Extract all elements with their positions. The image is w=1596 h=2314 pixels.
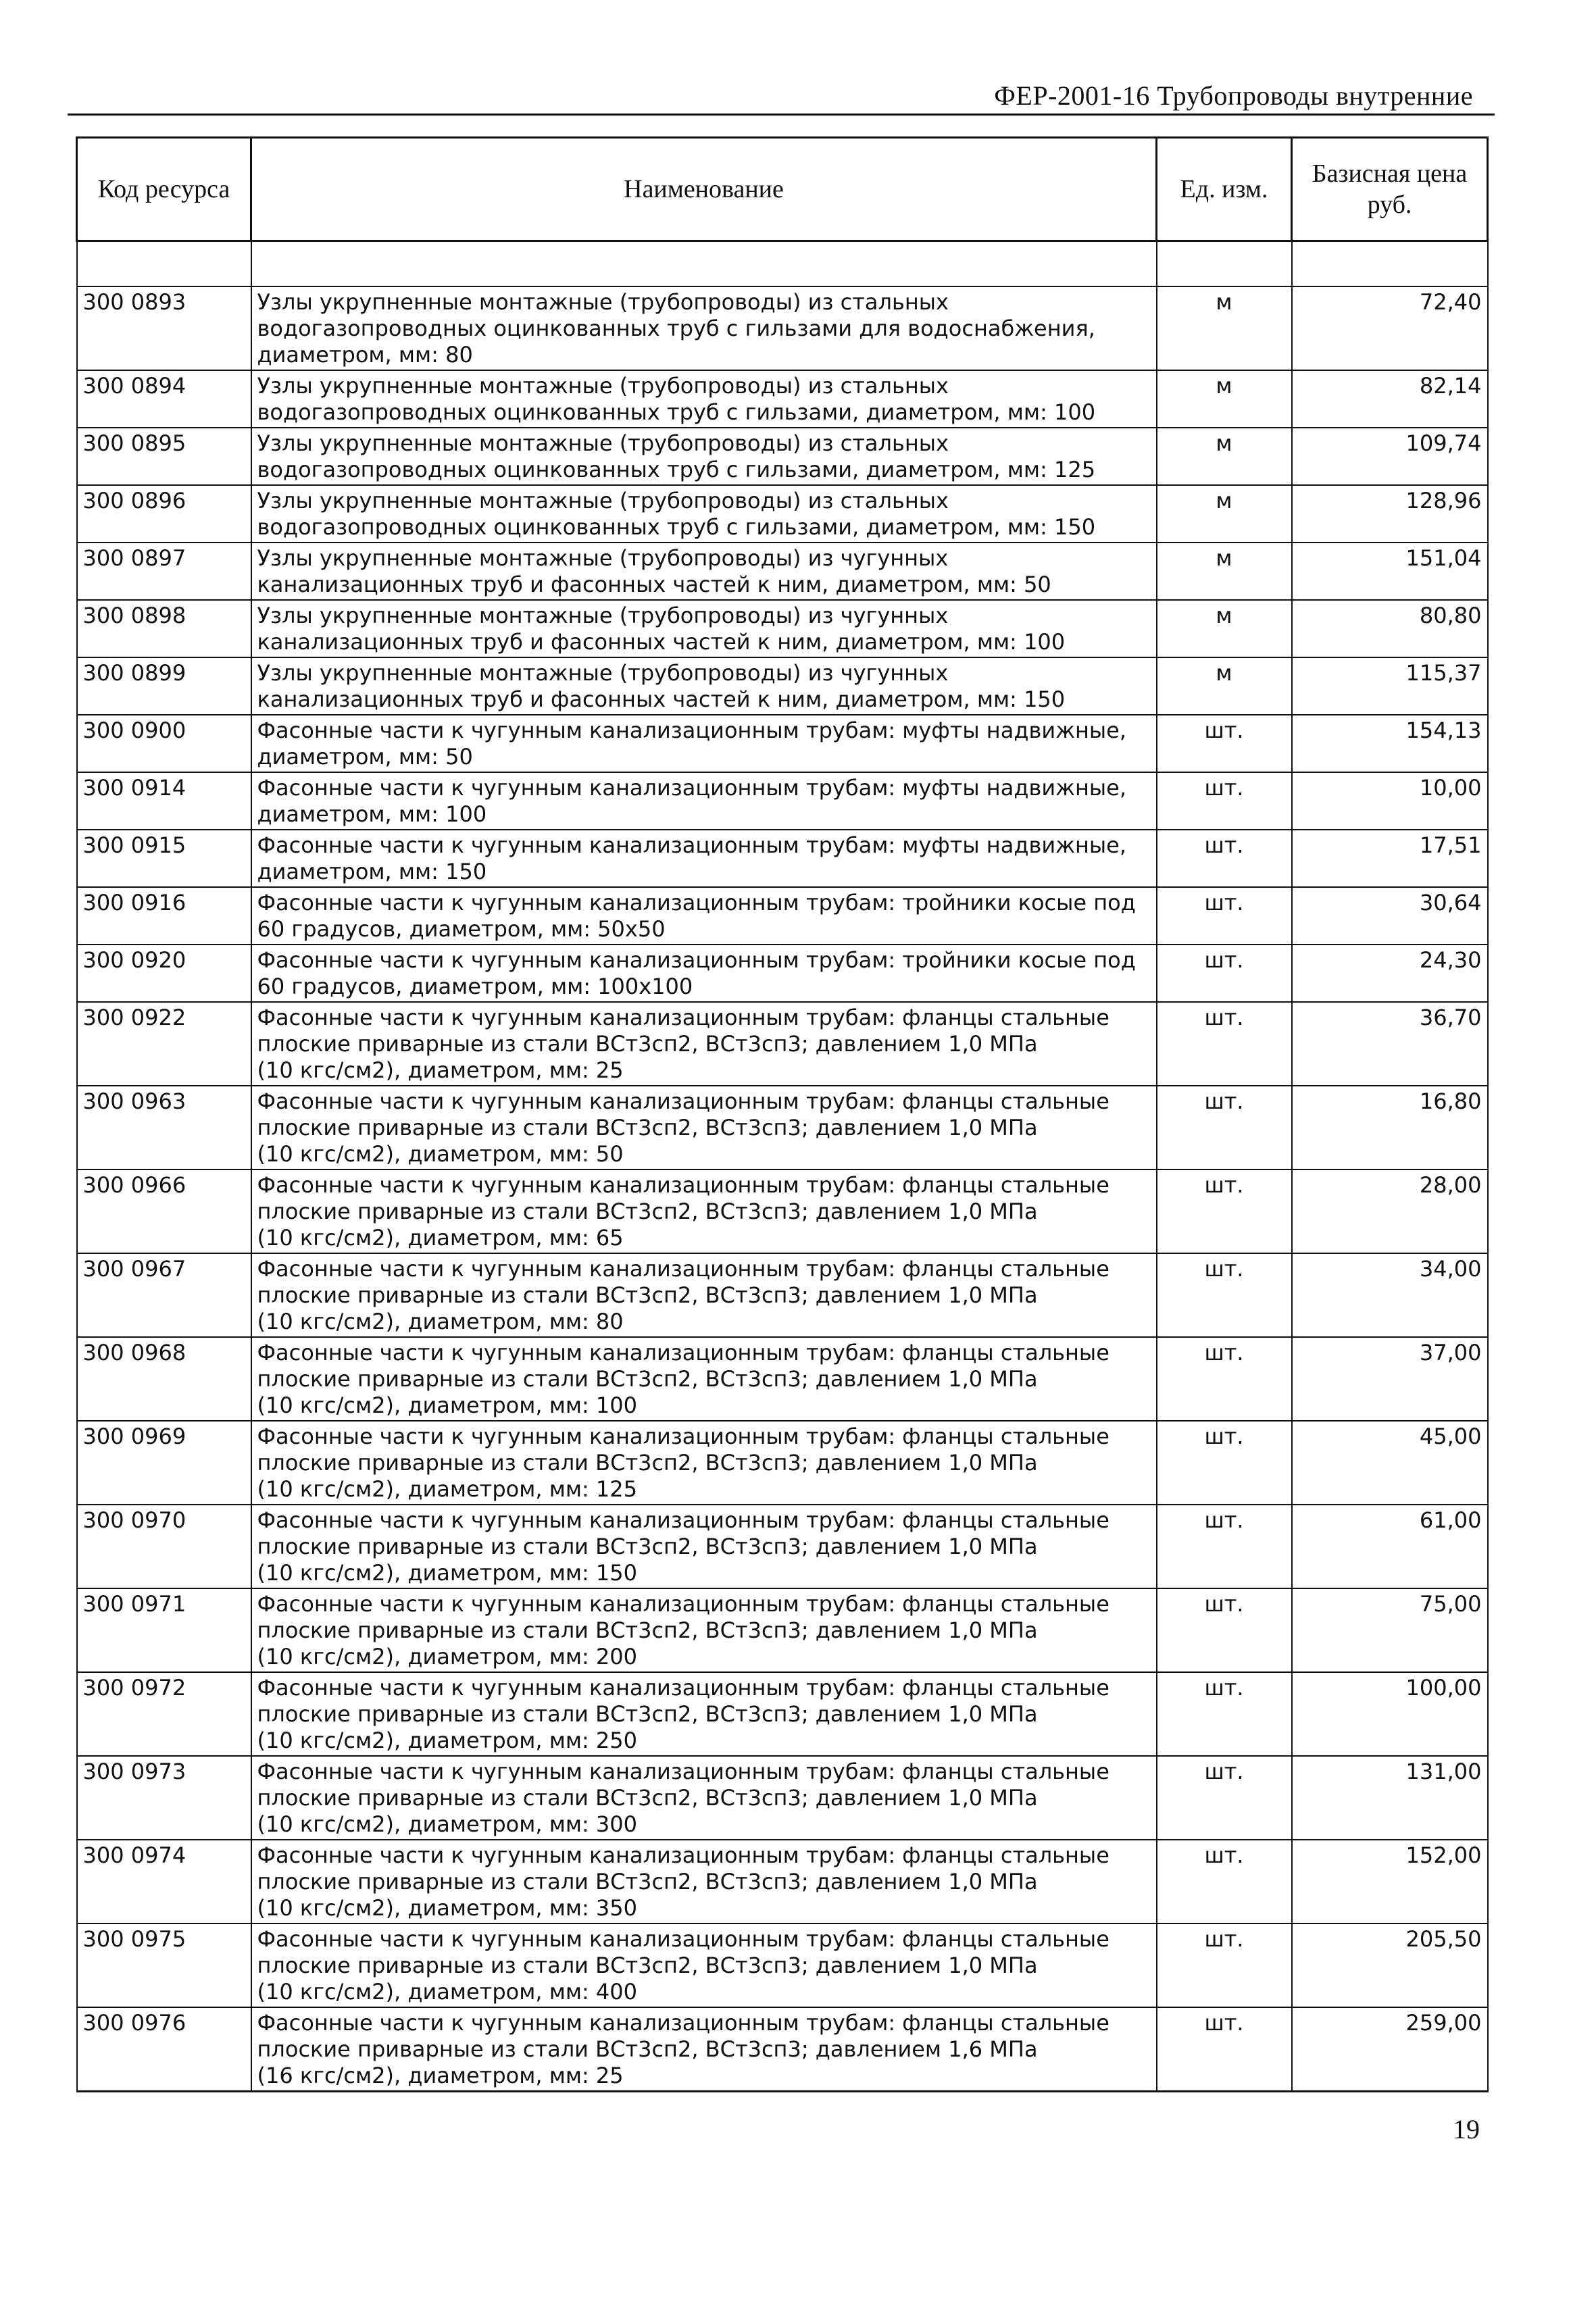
table-row (77, 1002, 1488, 1086)
column-header-price-line1: Базисная цена (1312, 159, 1468, 188)
resource-name-line: плоские приварные из стали ВСт3сп2, ВСт3сп3; давлением 1,0 МПа (257, 1953, 1038, 1978)
resource-name-cell (251, 657, 1157, 715)
resource-name-line: 60 градусов, диаметром, мм: 100x100 (257, 974, 693, 999)
unit-cell: шт. (1157, 1588, 1292, 1672)
resource-name-line: Фасонные части к чугунным канализационным трубам: фланцы стальные (257, 1675, 1109, 1701)
resource-name-line: Фасонные части к чугунным канализационным трубам: фланцы стальные (257, 1842, 1109, 1868)
base-price-cell: 80,80 (1292, 600, 1488, 657)
header-rule (68, 114, 1495, 116)
table-row (77, 428, 1488, 485)
base-price-cell: 82,14 (1292, 370, 1488, 428)
table-row (77, 830, 1488, 887)
resource-name-line: Фасонные части к чугунным канализационным трубам: муфты надвижные, (257, 775, 1126, 801)
resource-name-cell (251, 1002, 1157, 1086)
unit-cell: шт. (1157, 1421, 1292, 1505)
resource-code-cell: 300 0899 (77, 657, 251, 715)
unit-cell: шт. (1157, 772, 1292, 830)
resource-code-cell: 300 0971 (77, 1588, 251, 1672)
table-row (77, 1253, 1488, 1337)
resource-name-line: Фасонные части к чугунным канализационным трубам: фланцы стальные (257, 1926, 1109, 1952)
resource-name-cell (251, 1505, 1157, 1588)
unit-cell: шт. (1157, 945, 1292, 1002)
resource-name-cell (251, 1672, 1157, 1756)
resource-code-cell: 300 0963 (77, 1086, 251, 1169)
resource-name-line: 60 градусов, диаметром, мм: 50x50 (257, 916, 666, 942)
resource-code-cell: 300 0914 (77, 772, 251, 830)
resource-name-line: плоские приварные из стали ВСт3сп2, ВСт3сп3; давлением 1,0 МПа (257, 1617, 1038, 1643)
resource-name-line: (10 кгс/см2), диаметром, мм: 200 (257, 1644, 637, 1669)
column-header-code: Код ресурса (77, 138, 251, 241)
price-table (76, 136, 1489, 2092)
unit-cell: шт. (1157, 715, 1292, 772)
unit-cell: шт. (1157, 830, 1292, 887)
resource-code-cell: 300 0920 (77, 945, 251, 1002)
base-price-cell: 10,00 (1292, 772, 1488, 830)
resource-name-line: диаметром, мм: 80 (257, 342, 473, 368)
unit-cell: м (1157, 600, 1292, 657)
resource-name-cell (251, 1169, 1157, 1253)
resource-code-cell: 300 0896 (77, 485, 251, 543)
resource-code-cell: 300 0897 (77, 543, 251, 600)
column-header-unit: Ед. изм. (1157, 138, 1292, 241)
resource-name-line: Фасонные части к чугунным канализационным трубам: тройники косые под (257, 947, 1136, 973)
resource-name-line: водогазопроводных оцинкованных труб с гильзами, диаметром, мм: 100 (257, 399, 1096, 425)
base-price-cell: 154,13 (1292, 715, 1488, 772)
unit-cell: шт. (1157, 1672, 1292, 1756)
table-row (77, 772, 1488, 830)
resource-code-cell: 300 0966 (77, 1169, 251, 1253)
unit-cell: м (1157, 657, 1292, 715)
base-price-cell: 45,00 (1292, 1421, 1488, 1505)
resource-name-line: Узлы укрупненные монтажные (трубопроводы) из чугунных (257, 545, 949, 571)
table-row (77, 1505, 1488, 1588)
resource-code-cell: 300 0974 (77, 1840, 251, 1923)
resource-code-cell: 300 0968 (77, 1337, 251, 1421)
resource-name-line: (10 кгс/см2), диаметром, мм: 50 (257, 1141, 624, 1167)
table-row (77, 887, 1488, 945)
resource-name-line: (10 кгс/см2), диаметром, мм: 100 (257, 1392, 637, 1418)
base-price-cell: 128,96 (1292, 485, 1488, 543)
resource-name-line: диаметром, мм: 50 (257, 744, 473, 770)
resource-name-cell (251, 887, 1157, 945)
resource-code-cell: 300 0922 (77, 1002, 251, 1086)
resource-code-cell: 300 0973 (77, 1756, 251, 1840)
resource-name-line: Фасонные части к чугунным канализационным трубам: фланцы стальные (257, 1424, 1109, 1449)
resource-code-cell: 300 0898 (77, 600, 251, 657)
resource-name-cell (251, 1421, 1157, 1505)
base-price-cell: 115,37 (1292, 657, 1488, 715)
resource-name-cell (251, 1923, 1157, 2007)
base-price-cell: 16,80 (1292, 1086, 1488, 1169)
base-price-cell: 61,00 (1292, 1505, 1488, 1588)
table-row (77, 1840, 1488, 1923)
resource-name-line: плоские приварные из стали ВСт3сп2, ВСт3сп3; давлением 1,0 МПа (257, 1701, 1038, 1727)
resource-name-line: Узлы укрупненные монтажные (трубопроводы) из стальных (257, 289, 949, 315)
base-price-cell: 151,04 (1292, 543, 1488, 600)
table-row (77, 1756, 1488, 1840)
unit-cell: шт. (1157, 1002, 1292, 1086)
table-row (77, 2007, 1488, 2092)
table-row (77, 600, 1488, 657)
resource-code-cell: 300 0916 (77, 887, 251, 945)
unit-cell: шт. (1157, 1086, 1292, 1169)
column-header-name: Наименование (251, 138, 1157, 241)
resource-name-line: Фасонные части к чугунным канализационным трубам: муфты надвижные, (257, 718, 1126, 743)
resource-name-line: плоские приварные из стали ВСт3сп2, ВСт3сп3; давлением 1,0 МПа (257, 1115, 1038, 1140)
base-price-cell: 36,70 (1292, 1002, 1488, 1086)
resource-name-line: Фасонные части к чугунным канализационным трубам: фланцы стальные (257, 1088, 1109, 1114)
unit-cell: м (1157, 370, 1292, 428)
resource-name-line: (10 кгс/см2), диаметром, мм: 25 (257, 1057, 624, 1083)
table-row (77, 945, 1488, 1002)
table-row (77, 1086, 1488, 1169)
base-price-cell: 72,40 (1292, 286, 1488, 370)
unit-cell: шт. (1157, 1923, 1292, 2007)
table-row (77, 1588, 1488, 1672)
resource-name-line: (10 кгс/см2), диаметром, мм: 300 (257, 1811, 637, 1837)
resource-name-cell (251, 715, 1157, 772)
resource-name-line: плоские приварные из стали ВСт3сп2, ВСт3сп3; давлением 1,0 МПа (257, 1534, 1038, 1559)
resource-name-cell (251, 1756, 1157, 1840)
unit-cell: шт. (1157, 1253, 1292, 1337)
base-price-cell: 152,00 (1292, 1840, 1488, 1923)
resource-name-line: плоские приварные из стали ВСт3сп2, ВСт3сп3; давлением 1,0 МПа (257, 1869, 1038, 1894)
resource-name-line: плоские приварные из стали ВСт3сп2, ВСт3сп3; давлением 1,0 МПа (257, 1366, 1038, 1392)
unit-cell: шт. (1157, 1505, 1292, 1588)
resource-name-line: плоские приварные из стали ВСт3сп2, ВСт3сп3; давлением 1,0 МПа (257, 1785, 1038, 1811)
base-price-cell: 75,00 (1292, 1588, 1488, 1672)
resource-name-line: плоские приварные из стали ВСт3сп2, ВСт3сп3; давлением 1,0 МПа (257, 1199, 1038, 1224)
base-price-cell: 259,00 (1292, 2007, 1488, 2092)
table-row (77, 1672, 1488, 1756)
unit-cell: шт. (1157, 1169, 1292, 1253)
resource-name-line: диаметром, мм: 100 (257, 801, 487, 827)
unit-cell: шт. (1157, 887, 1292, 945)
resource-name-line: плоские приварные из стали ВСт3сп2, ВСт3сп3; давлением 1,0 МПа (257, 1450, 1038, 1476)
resource-code-cell: 300 0894 (77, 370, 251, 428)
resource-code-cell: 300 0976 (77, 2007, 251, 2092)
resource-name-line: канализационных труб и фасонных частей к ним, диаметром, мм: 50 (257, 572, 1051, 597)
unit-cell: м (1157, 428, 1292, 485)
base-price-cell: 17,51 (1292, 830, 1488, 887)
unit-cell: шт. (1157, 1840, 1292, 1923)
resource-name-line: диаметром, мм: 150 (257, 859, 487, 884)
resource-name-line: (10 кгс/см2), диаметром, мм: 65 (257, 1225, 624, 1251)
running-header: ФЕР-2001-16 Трубопроводы внутренние (994, 80, 1473, 111)
resource-name-line: водогазопроводных оцинкованных труб с гильзами для водоснабжения, (257, 316, 1095, 341)
resource-name-cell (251, 1253, 1157, 1337)
resource-name-line: Узлы укрупненные монтажные (трубопроводы) из чугунных (257, 603, 949, 628)
resource-name-cell (251, 370, 1157, 428)
resource-name-cell (251, 428, 1157, 485)
table-row (77, 1421, 1488, 1505)
table-body (77, 241, 1488, 2092)
resource-name-line: Узлы укрупненные монтажные (трубопроводы) из стальных (257, 373, 949, 399)
base-price-cell: 28,00 (1292, 1169, 1488, 1253)
resource-name-line: Узлы укрупненные монтажные (трубопроводы) из стальных (257, 488, 949, 513)
resource-code-cell: 300 0975 (77, 1923, 251, 2007)
table-row (77, 1337, 1488, 1421)
resource-name-line: (10 кгс/см2), диаметром, мм: 150 (257, 1560, 637, 1586)
resource-name-line: Фасонные части к чугунным канализационным трубам: фланцы стальные (257, 1256, 1109, 1282)
resource-name-line: (10 кгс/см2), диаметром, мм: 80 (257, 1309, 624, 1334)
resource-name-cell (251, 945, 1157, 1002)
resource-name-cell (251, 772, 1157, 830)
unit-cell: шт. (1157, 2007, 1292, 2092)
base-price-cell: 37,00 (1292, 1337, 1488, 1421)
resource-name-line: (10 кгс/см2), диаметром, мм: 250 (257, 1728, 637, 1753)
resource-code-cell: 300 0970 (77, 1505, 251, 1588)
resource-code-cell: 300 0967 (77, 1253, 251, 1337)
resource-name-line: (10 кгс/см2), диаметром, мм: 400 (257, 1979, 637, 2005)
resource-name-line: Фасонные части к чугунным канализационным трубам: фланцы стальные (257, 1172, 1109, 1198)
resource-name-line: плоские приварные из стали ВСт3сп2, ВСт3сп3; давлением 1,6 МПа (257, 2036, 1038, 2062)
resource-name-cell (251, 2007, 1157, 2092)
resource-name-cell (251, 1086, 1157, 1169)
resource-name-line: (16 кгс/см2), диаметром, мм: 25 (257, 2063, 624, 2088)
header-spacer-row (77, 241, 1488, 287)
resource-name-cell (251, 1840, 1157, 1923)
resource-name-line: Узлы укрупненные монтажные (трубопроводы) из чугунных (257, 660, 949, 686)
resource-name-cell (251, 830, 1157, 887)
resource-name-line: Узлы укрупненные монтажные (трубопроводы) из стальных (257, 430, 949, 456)
resource-name-line: плоские приварные из стали ВСт3сп2, ВСт3сп3; давлением 1,0 МПа (257, 1031, 1038, 1057)
resource-code-cell: 300 0972 (77, 1672, 251, 1756)
base-price-cell: 24,30 (1292, 945, 1488, 1002)
resource-name-line: канализационных труб и фасонных частей к ним, диаметром, мм: 100 (257, 629, 1066, 655)
resource-name-line: Фасонные части к чугунным канализационным трубам: фланцы стальные (257, 1507, 1109, 1533)
resource-code-cell: 300 0915 (77, 830, 251, 887)
table-row (77, 657, 1488, 715)
unit-cell: м (1157, 286, 1292, 370)
unit-cell: шт. (1157, 1756, 1292, 1840)
resource-name-line: Фасонные части к чугунным канализационным трубам: фланцы стальные (257, 2010, 1109, 2036)
resource-name-line: Фасонные части к чугунным канализационным трубам: фланцы стальные (257, 1005, 1109, 1030)
resource-name-line: (10 кгс/см2), диаметром, мм: 350 (257, 1895, 637, 1921)
unit-cell: м (1157, 543, 1292, 600)
table-row (77, 543, 1488, 600)
table-row (77, 286, 1488, 370)
resource-name-line: Фасонные части к чугунным канализационным трубам: фланцы стальные (257, 1591, 1109, 1617)
base-price-cell: 30,64 (1292, 887, 1488, 945)
base-price-cell: 131,00 (1292, 1756, 1488, 1840)
resource-name-cell (251, 1588, 1157, 1672)
base-price-cell: 109,74 (1292, 428, 1488, 485)
unit-cell: шт. (1157, 1337, 1292, 1421)
column-header-price-line2: руб. (1367, 191, 1412, 219)
resource-name-cell (251, 485, 1157, 543)
unit-cell: м (1157, 485, 1292, 543)
resource-name-line: канализационных труб и фасонных частей к ним, диаметром, мм: 150 (257, 686, 1066, 712)
resource-code-cell: 300 0895 (77, 428, 251, 485)
resource-name-cell (251, 543, 1157, 600)
resource-name-line: (10 кгс/см2), диаметром, мм: 125 (257, 1476, 637, 1502)
resource-name-line: водогазопроводных оцинкованных труб с гильзами, диаметром, мм: 125 (257, 457, 1096, 482)
column-header-price (1292, 138, 1488, 241)
base-price-cell: 100,00 (1292, 1672, 1488, 1756)
resource-name-line: водогазопроводных оцинкованных труб с гильзами, диаметром, мм: 150 (257, 514, 1096, 540)
table-row (77, 1923, 1488, 2007)
table-row (77, 370, 1488, 428)
resource-name-line: Фасонные части к чугунным канализационным трубам: фланцы стальные (257, 1340, 1109, 1365)
resource-name-line: Фасонные части к чугунным канализационным трубам: фланцы стальные (257, 1759, 1109, 1784)
resource-name-line: Фасонные части к чугунным канализационным трубам: муфты надвижные, (257, 832, 1126, 858)
table-row (77, 715, 1488, 772)
resource-code-cell: 300 0900 (77, 715, 251, 772)
resource-name-cell (251, 286, 1157, 370)
table-row (77, 485, 1488, 543)
table-row (77, 1169, 1488, 1253)
resource-code-cell: 300 0969 (77, 1421, 251, 1505)
resource-code-cell: 300 0893 (77, 286, 251, 370)
base-price-cell: 34,00 (1292, 1253, 1488, 1337)
page-number: 19 (1453, 2114, 1480, 2144)
resource-name-line: плоские приварные из стали ВСт3сп2, ВСт3сп3; давлением 1,0 МПа (257, 1282, 1038, 1308)
resource-name-cell (251, 600, 1157, 657)
table-header (77, 138, 1488, 241)
resource-name-cell (251, 1337, 1157, 1421)
base-price-cell: 205,50 (1292, 1923, 1488, 2007)
resource-name-line: Фасонные части к чугунным канализационным трубам: тройники косые под (257, 890, 1136, 915)
